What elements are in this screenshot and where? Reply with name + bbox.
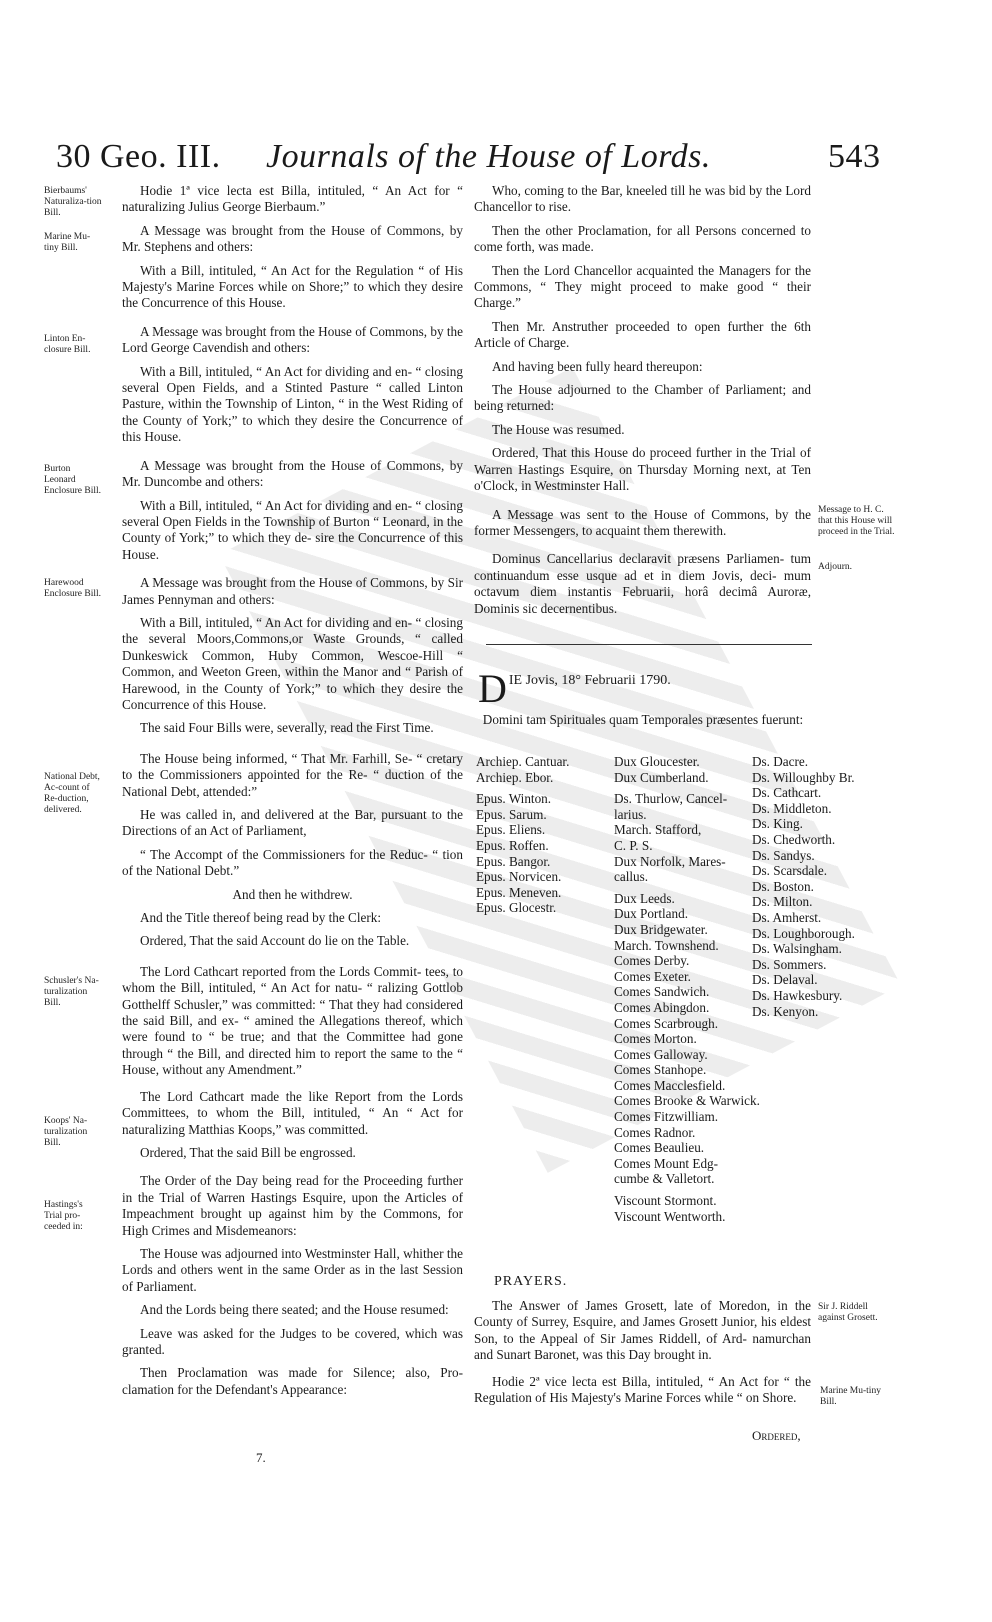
page-number: 543 [828, 138, 881, 175]
lord-entry: Viscount Stormont. [614, 1193, 717, 1209]
paragraph: A Message was brought from the House of Commons, by Mr. Stephens and others: [122, 222, 463, 255]
lord-entry: Archiep. Ebor. [476, 769, 554, 785]
paragraph: Ordered, That the said Bill be engrossed. [140, 1144, 356, 1160]
paragraph: The said Four Bills were, severally, read the First Time. [140, 720, 434, 736]
paragraph: Then the Lord Chancellor acquainted the Managers for the Commons, “ They might proceed to make good “ their Charge.” [474, 262, 811, 311]
lord-entry: Ds. Amherst. [752, 909, 822, 925]
lord-entry: Comes Sandwich. [614, 984, 710, 1000]
lord-entry: March. Townshend. [614, 937, 719, 953]
paragraph: Ordered, That the said Account do lie on the Table. [140, 933, 410, 949]
paragraph: Then Proclamation was made for Silence; also, Pro- clamation for the Defendant's Appearance: [122, 1365, 463, 1397]
margin-note: Koops' Na-turalization Bill. [44, 1116, 88, 1148]
paragraph: Then Mr. Anstruther proceeded to open further the 6th Article of Charge. [474, 318, 811, 351]
paragraph: The House adjourned to the Chamber of Parliament; and being returned: [474, 382, 811, 414]
lords-list-barons [752, 754, 855, 1019]
lord-entry: Ds. Scarsdale. [752, 863, 828, 879]
lord-entry: Comes Exeter. [614, 968, 691, 984]
lord-entry: larius. [614, 806, 647, 822]
lord-entry: Ds. Boston. [752, 878, 814, 894]
paragraph: And the Title thereof being read by the Clerk: [140, 910, 381, 926]
margin-note: National Debt, Ac-count of Re-duction, delivered. [44, 772, 100, 815]
lord-entry: Epus. Eliens. [476, 822, 546, 838]
lords-list-temporal [614, 754, 760, 1224]
paragraph: The Order of the Day being read for the Proceeding further in the Trial of Warren Hastings Esquire, upon the Articles of Impeachment brought up against him by the Commons, for High Crimes and Misdemeanors: [122, 1173, 463, 1238]
lord-entry: Comes Stanhope. [614, 1062, 707, 1078]
lord-entry: Comes Galloway. [614, 1046, 708, 1062]
paragraph: A Message was brought from the House of Commons, by the Lord George Cavendish and others: [122, 323, 463, 356]
margin-note: Marine Mu-tiny Bill. [44, 232, 91, 253]
lord-entry: Comes Derby. [614, 953, 690, 969]
lord-entry: callus. [614, 869, 649, 885]
lord-entry: Comes Abingdon. [614, 999, 710, 1015]
paragraph: The House was adjourned into Westminster Hall, whither the Lords and others went in the same Order as in the last Session of Parliament. [122, 1245, 463, 1294]
paragraph: And the Lords being there seated; and the House resumed: [140, 1302, 449, 1318]
paragraph: “ The Accompt of the Commissioners for the Reduc- “ tion of the National Debt.” [122, 846, 463, 879]
section-rule [486, 644, 812, 645]
lord-entry: Dux Leeds. [614, 890, 675, 906]
paragraph: With a Bill, intituled, “ An Act for dividing and en- “ closing the several Moors,Commons,or Waste Grounds, “ called Dunkeswick Common, Huby Common, Wescoe-Hill “ Common, and Weeton Green, within the Manor and “ Parish of Harewood, in the County of York;” to which they desire the Concurrence of this House. [122, 614, 463, 712]
margin-note: Schusler's Na-turalization Bill. [44, 976, 99, 1008]
lord-entry: Comes Beaulieu. [614, 1140, 705, 1156]
paragraph: The House being informed, “ That Mr. Farhill, Se- “ cretary to the Commissioners appointed for the Re- “ duction of the National Debt, attended:” [122, 750, 463, 799]
lord-entry: Epus. Glocestr. [476, 900, 557, 916]
paragraph: With a Bill, intituled, “ An Act for dividing and en- “ closing several Open Fields in the Township of Burton “ Leonard, in the County of York;” to which they de- sire the Concurrence of this House. [122, 497, 463, 562]
margin-note: Marine Mu-tiny Bill. [820, 1386, 881, 1407]
lord-entry: Epus. Meneven. [476, 884, 562, 900]
paragraph: And having been fully heard thereupon: [492, 358, 703, 374]
paragraph: Hodie 1ª vice lecta est Billa, intituled, “ An Act for “ naturalizing Julius George Bierbaum.” [122, 183, 463, 215]
paragraph: The Answer of James Grosett, late of Moredon, in the County of Surrey, Esquire, and James Grosett Junior, his eldest Son, to the Appeal of Sir James Riddell, of Ard- namurchan and Sunart Baronet, was this Day brought in. [474, 1298, 811, 1363]
regnal-year: 30 Geo. III. [56, 138, 221, 175]
lord-entry: Ds. Middleton. [752, 800, 832, 816]
paragraph: A Message was brought from the House of Commons, by Sir James Pennyman and others: [122, 575, 463, 607]
margin-note: Message to H. C. that this House will proceed in the Trial. [818, 505, 895, 537]
lord-entry: Comes Fitzwilliam. [614, 1109, 719, 1125]
margin-note: Sir J. Riddell against Grosett. [818, 1302, 878, 1323]
paragraph: He was called in, and delivered at the Bar, pursuant to the Directions of an Act of Parliament, [122, 807, 463, 839]
lord-entry: Epus. Sarum. [476, 806, 547, 822]
session-heading [478, 666, 838, 711]
lord-entry: Comes Mount Edg- [614, 1155, 719, 1171]
journal-title: Journals of the House of Lords. [266, 138, 711, 175]
lord-entry: Dux Norfolk, Mares- [614, 853, 726, 869]
lord-entry: Ds. Loughborough. [752, 925, 855, 941]
session-dateline: IE Jovis, 18° Februarii 1790. [508, 673, 671, 688]
lord-entry: Epus. Roffen. [476, 837, 549, 853]
lord-entry: Comes Radnor. [614, 1124, 696, 1140]
right-column [474, 183, 811, 624]
lord-entry: Epus. Bangor. [476, 853, 551, 869]
margin-note: Hastings's Trial pro-ceeded in: [44, 1200, 83, 1232]
lord-entry: Ds. Cathcart. [752, 785, 822, 801]
margin-note: Linton En-closure Bill. [44, 334, 91, 355]
lord-entry: Ds. Delaval. [752, 972, 818, 988]
paragraph: And then he withdrew. [232, 886, 353, 902]
paragraph: Hodie 2ª vice lecta est Billa, intituled, “ An Act for “ the Regulation of His Majesty's Marine Forces while “ on Shore. [474, 1373, 811, 1406]
lord-entry: Ds. Dacre. [752, 754, 809, 769]
lord-entry: Comes Macclesfield. [614, 1077, 726, 1093]
margin-note: Harewood Enclosure Bill. [44, 578, 101, 599]
signature-mark: 7. [256, 1450, 266, 1465]
lord-entry: Viscount Wentworth. [614, 1208, 726, 1224]
paragraph: Ordered, That this House do proceed further in the Trial of Warren Hastings Esquire, on Thursday Morning next, at Ten o'Clock, in Westminster Hall. [474, 445, 811, 494]
paragraph: Then the other Proclamation, for all Persons concerned to come forth, was made. [474, 222, 811, 255]
lord-entry: Ds. King. [752, 816, 803, 832]
margin-note: Bierbaums' Naturaliza-tion Bill. [44, 186, 102, 218]
after-prayers [474, 1298, 811, 1413]
paragraph: A Message was brought from the House of Commons, by Mr. Duncombe and others: [122, 457, 463, 490]
lord-entry: Ds. Thurlow, Cancel- [614, 791, 728, 807]
lord-entry: Ds. Chedworth. [752, 831, 836, 847]
paragraph: With a Bill, intituled, “ An Act for the Regulation “ of His Majesty's Marine Forces while on Shore;” to which they desire the Concurrence of this House. [122, 262, 463, 311]
lord-entry: Dux Cumberland. [614, 769, 709, 785]
present-line: Domini tam Spirituales quam Temporales præsentes fuerunt: [482, 712, 804, 727]
lord-entry: Comes Scarbrough. [614, 1015, 719, 1031]
paragraph: Leave was asked for the Judges to be covered, which was granted. [122, 1325, 463, 1357]
lord-entry: Dux Portland. [614, 906, 688, 922]
paragraph: With a Bill, intituled, “ An Act for dividing and en- “ closing several Open Fields, and a Stinted Pasture “ called Linton Pasture, within the Township of Linton, “ in the West Riding of the County of York;” to which they desire the Concurrence of this House. [122, 363, 463, 445]
catchword: Ordered, [752, 1428, 801, 1443]
paragraph: The Lord Cathcart made the like Report from the Lords Committees, to whom the Bill, intituled, “ An “ Act for naturalizing Matthias Koops,” was committed. [122, 1088, 463, 1137]
lord-entry: Epus. Winton. [476, 791, 552, 807]
lord-entry: C. P. S. [614, 837, 653, 853]
margin-note: Adjourn. [818, 562, 853, 572]
margin-note: Burton Leonard Enclosure Bill. [44, 464, 101, 496]
paragraph: Dominus Cancellarius declaravit præsens Parliamen- tum continuandum esse usque ad et in diem Jovis, deci- mum octavum diem instantis Februarii, horâ decimâ Auroræ, Dominis sic decernentibus. [474, 551, 811, 616]
left-column [122, 183, 463, 1405]
lord-entry: Ds. Milton. [752, 894, 813, 910]
lord-entry: Dux Gloucester. [614, 754, 700, 769]
paragraph: The Lord Cathcart reported from the Lords Commit- tees, to whom the Bill, intituled, “ An Act for natu- “ ralizing Gottlob Gotthelff Schusler,” was committed: “ That they had considered the said Bill, and ex- “ amined the Allegations thereof, which were found to “ be true; and that the Committee had gone through “ the Bill, and directed him to report the same to the “ House, without any Amendment.” [122, 963, 463, 1078]
paragraph: Who, coming to the Bar, kneeled till he was bid by the Lord Chancellor to rise. [474, 183, 811, 215]
lord-entry: Epus. Norvicen. [476, 869, 562, 885]
paragraph: The House was resumed. [492, 421, 625, 437]
lord-entry: March. Stafford, [614, 822, 702, 838]
lord-entry: cumbe & Valletort. [614, 1171, 715, 1187]
paragraph: A Message was sent to the House of Commons, by the former Messengers, to acquaint them therewith. [474, 506, 811, 538]
lords-list-spiritual [476, 754, 569, 916]
lord-entry: Comes Morton. [614, 1031, 697, 1047]
lord-entry: Ds. Walsingham. [752, 941, 842, 957]
lord-entry: Ds. Willoughby Br. [752, 769, 855, 785]
drop-cap: D [478, 666, 507, 711]
lord-entry: Ds. Hawkesbury. [752, 987, 843, 1003]
lord-entry: Dux Bridgewater. [614, 921, 708, 937]
lord-entry: Ds. Sandys. [752, 847, 815, 863]
prayers-heading: PRAYERS. [494, 1274, 568, 1289]
lord-entry: Comes Brooke & Warwick. [614, 1093, 760, 1109]
lord-entry: Ds. Sommers. [752, 956, 827, 972]
lord-entry: Ds. Kenyon. [752, 1003, 819, 1019]
lord-entry: Archiep. Cantuar. [476, 754, 570, 769]
